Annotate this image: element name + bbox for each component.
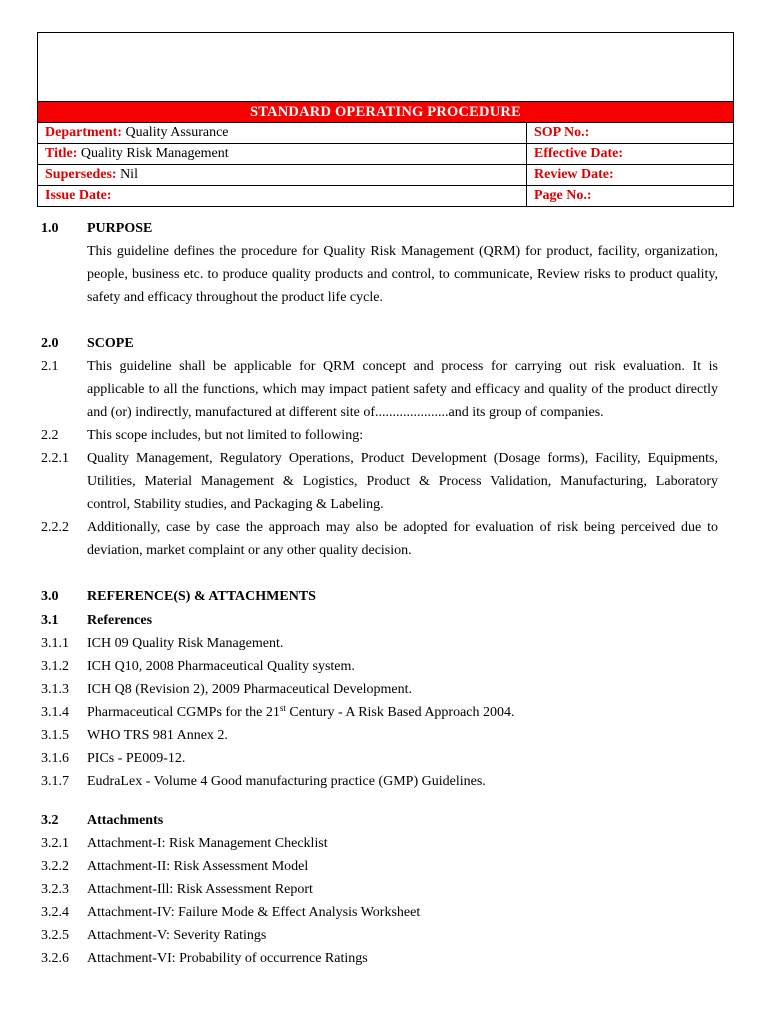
attachments-subheading bbox=[0, 811, 768, 831]
attachment-item: 3.2.1 Attachment-I: Risk Management Checklist bbox=[41, 836, 328, 851]
department-cell bbox=[38, 123, 527, 144]
section-title: PURPOSE bbox=[87, 221, 153, 236]
section-purpose-heading bbox=[0, 219, 768, 239]
section-references-heading bbox=[0, 587, 768, 607]
issue-date-label: Issue Date: bbox=[45, 188, 112, 203]
section-number: 2.0 bbox=[41, 336, 59, 351]
reference-item: 3.1.3 ICH Q8 (Revision 2), 2009 Pharmaceutical Development. bbox=[41, 682, 413, 697]
title-cell bbox=[38, 144, 527, 165]
subsection-number: 3.1 bbox=[41, 613, 59, 628]
section-title: REFERENCE(S) & ATTACHMENTS bbox=[87, 589, 316, 604]
scope-2-2-2-line-1: 2.2.2 Additionally, case by case the approach may also be adopted for evaluation of risk being perceived due to bbox=[0, 518, 768, 538]
purpose-line-1: This guideline defines the procedure for Quality Risk Management (QRM) for product, facility, organization, bbox=[87, 244, 718, 259]
sop-no-label: SOP No.: bbox=[534, 125, 590, 140]
attachment-item: 3.2.2 Attachment-II: Risk Assessment Model bbox=[41, 859, 309, 874]
subsection-number: 3.2 bbox=[41, 813, 59, 828]
supersedes-value: Nil bbox=[120, 167, 138, 182]
clause-number: 2.2.1 bbox=[41, 451, 69, 466]
scope-2-2-1-line-2: Utilities, Material Management & Logistics, Product & Process Validation, Manufacturing, Laboratory bbox=[87, 474, 718, 489]
scope-2-2-1-line-1: 2.2.1 Quality Management, Regulatory Operations, Product Development (Dosage forms), Facility, Equipments, bbox=[0, 449, 768, 469]
reference-item: 3.1.1 ICH 09 Quality Risk Management. bbox=[41, 636, 284, 651]
sop-banner: STANDARD OPERATING PROCEDURE bbox=[38, 102, 734, 123]
subsection-title: References bbox=[87, 613, 153, 628]
clause-number: 2.2.2 bbox=[41, 520, 69, 535]
attachment-item: 3.2.5 Attachment-V: Severity Ratings bbox=[41, 928, 267, 943]
title-label: Title: bbox=[45, 146, 78, 161]
page-no-label: Page No.: bbox=[534, 188, 592, 203]
logo-area bbox=[38, 33, 734, 102]
scope-2-1-line-1: 2.1 This guideline shall be applicable for QRM concept and process for carrying out risk evaluation. It is bbox=[0, 357, 768, 377]
sop-header-table bbox=[37, 32, 734, 207]
purpose-line-2: people, business etc. to produce quality products and control, to communicate, Review risks to product quality, bbox=[87, 267, 718, 282]
effective-date-cell bbox=[527, 144, 734, 165]
attachment-item: 3.2.3 Attachment-Ill: Risk Assessment Report bbox=[41, 882, 313, 897]
department-value: Quality Assurance bbox=[125, 125, 229, 140]
scope-2-2-2-line-2: deviation, market complaint or any other quality decision. bbox=[87, 543, 412, 558]
section-scope-heading bbox=[0, 334, 768, 354]
title-value: Quality Risk Management bbox=[80, 146, 229, 161]
reference-item: 3.1.5 WHO TRS 981 Annex 2. bbox=[41, 728, 228, 743]
references-subheading bbox=[0, 611, 768, 631]
reference-item: 3.1.2 ICH Q10, 2008 Pharmaceutical Quality system. bbox=[41, 659, 355, 674]
reference-item: 3.1.6 PICs - PE009-12. bbox=[41, 751, 186, 766]
section-title: SCOPE bbox=[87, 336, 134, 351]
review-date-cell bbox=[527, 165, 734, 186]
scope-2-2-1-line-3: control, Stability studies, and Packaging & Labeling. bbox=[87, 497, 384, 512]
reference-item: 3.1.4 Pharmaceutical CGMPs for the 21st Century - A Risk Based Approach 2004. bbox=[41, 703, 515, 720]
section-number: 1.0 bbox=[41, 221, 59, 236]
section-number: 3.0 bbox=[41, 589, 59, 604]
supersedes-cell bbox=[38, 165, 527, 186]
purpose-line-3: safety and efficacy throughout the product life cycle. bbox=[87, 290, 383, 305]
scope-2-1-line-3: and (or) indirectly, manufactured at different site of.....................and its group of companies. bbox=[87, 405, 604, 420]
review-date-label: Review Date: bbox=[534, 167, 614, 182]
department-label: Department: bbox=[45, 125, 122, 140]
page-no-cell bbox=[527, 186, 734, 207]
attachment-item: 3.2.6 Attachment-VI: Probability of occurrence Ratings bbox=[41, 951, 368, 966]
effective-date-label: Effective Date: bbox=[534, 146, 624, 161]
sop-no-cell bbox=[527, 123, 734, 144]
scope-2-1-line-2: applicable to all the functions, which may impact patient safety and efficacy and quality of the product directly bbox=[87, 382, 718, 397]
issue-date-cell bbox=[38, 186, 527, 207]
scope-2-2: 2.2 This scope includes, but not limited to following: bbox=[0, 426, 768, 446]
subsection-title: Attachments bbox=[87, 813, 164, 828]
supersedes-label: Supersedes: bbox=[45, 167, 117, 182]
attachment-item: 3.2.4 Attachment-IV: Failure Mode & Effect Analysis Worksheet bbox=[41, 905, 421, 920]
reference-item: 3.1.7 EudraLex - Volume 4 Good manufacturing practice (GMP) Guidelines. bbox=[41, 774, 486, 789]
clause-number: 2.2 bbox=[41, 428, 59, 443]
clause-number: 2.1 bbox=[41, 359, 59, 374]
